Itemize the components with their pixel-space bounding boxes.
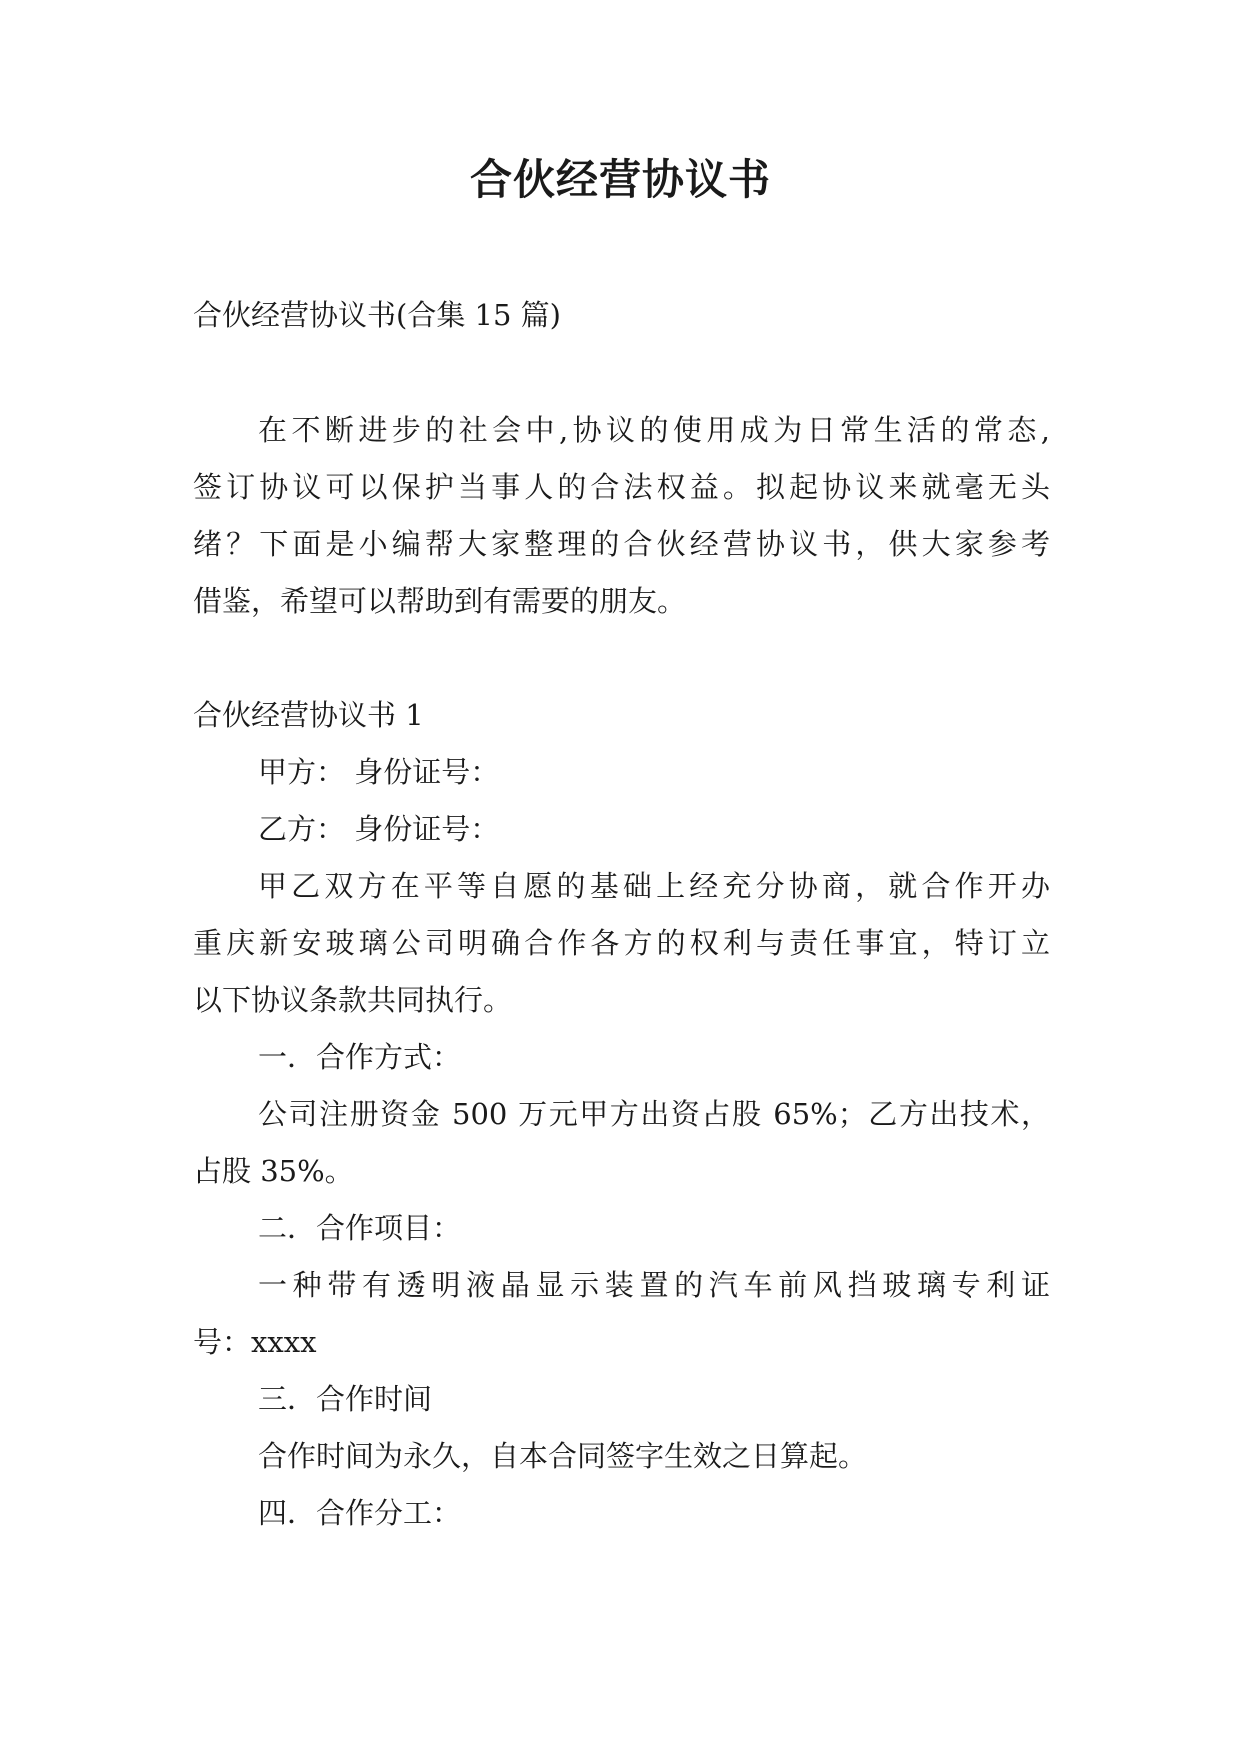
document-title: 合伙经营协议书: [469, 155, 771, 204]
clause-1-line-1: 公司注册资金 500 万元甲方出资占股 65%；乙方出技术，: [258, 1097, 1050, 1131]
clause-3-heading: 三．合作时间: [258, 1382, 433, 1416]
clause-2-line-1: 一种带有透明液晶显示装置的汽车前风挡玻璃专利证: [258, 1268, 1050, 1302]
document-subtitle: 合伙经营协议书(合集 15 篇): [193, 298, 561, 332]
clause-2-line-2: 号：xxxx: [193, 1325, 317, 1359]
intro-line-1: 在不断进步的社会中,协议的使用成为日常生活的常态,: [258, 413, 1050, 447]
intro-line-3: 绪？下面是小编帮大家整理的合伙经营协议书，供大家参考: [193, 527, 1050, 561]
intro-line-2: 签订协议可以保护当事人的合法权益。拟起协议来就毫无头: [193, 470, 1050, 504]
intro-line-4: 借鉴，希望可以帮助到有需要的朋友。: [193, 584, 687, 618]
party-b-line: 乙方： 身份证号：: [258, 812, 500, 846]
clause-1-heading: 一．合作方式：: [258, 1040, 462, 1074]
preamble-line-3: 以下协议条款共同执行。: [193, 983, 513, 1017]
clause-4-heading: 四．合作分工：: [258, 1496, 462, 1530]
clause-3-line: 合作时间为永久，自本合同签字生效之日算起。: [258, 1439, 868, 1473]
section-heading: 合伙经营协议书 1: [193, 698, 424, 732]
preamble-line-2: 重庆新安玻璃公司明确合作各方的权利与责任事宜，特订立: [193, 926, 1050, 960]
preamble-line-1: 甲乙双方在平等自愿的基础上经充分协商，就合作开办: [258, 869, 1050, 903]
party-a-line: 甲方： 身份证号：: [258, 755, 500, 789]
clause-2-heading: 二．合作项目：: [258, 1211, 462, 1245]
clause-1-line-2: 占股 35%。: [193, 1154, 354, 1188]
